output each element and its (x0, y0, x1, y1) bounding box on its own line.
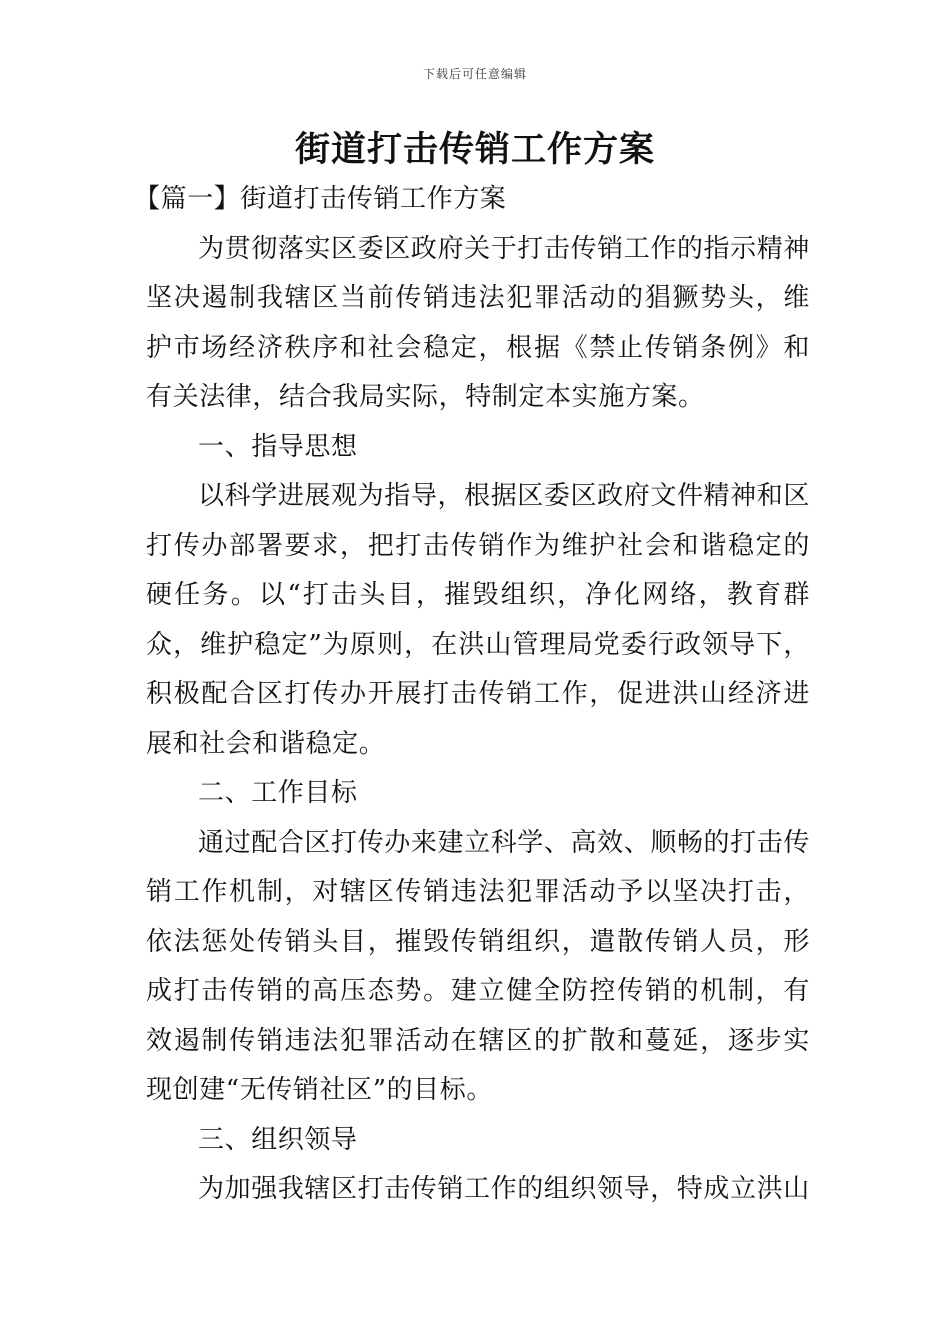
heading-guiding-ideology: 一、指导思想 (198, 431, 358, 462)
heading-work-goals: 二、工作目标 (198, 778, 358, 808)
paragraph-intro: 为贯彻落实区委区政府关于打击传销工作的指示精神坚决遏制我辖区当前传销违法犯罪活动的猖獗势头，维护市场经济秩序和社会稳定，根据《禁止传销条例》和有关法律，结合我局实际，特制定本实施方案。 (146, 233, 810, 412)
paragraph-work-goals: 通过配合区打传办来建立科学、高效、顺畅的打击传销工作机制，对辖区传销违法犯罪活动予以坚决打击，依法惩处传销头目，摧毁传销组织，遣散传销人员，形成打击传销的高压态势。建立健全防控传销的机制，有效遏制传销违法犯罪活动在辖区的扩散和蔓延，逐步实现创建“无传销社区”的目标。 (146, 827, 810, 1105)
document-body (134, 175, 810, 1215)
document-title: 街道打击传销工作方案 (294, 129, 655, 170)
section-heading: 【篇一】街道打击传销工作方案 (134, 184, 507, 214)
heading-organization-leadership: 三、组织领导 (198, 1124, 358, 1155)
paragraph-organization-leadership: 为加强我辖区打击传销工作的组织领导，特成立洪山 (198, 1174, 810, 1204)
paragraph-guiding-ideology: 以科学进展观为指导，根据区委区政府文件精神和区打传办部署要求，把打击传销作为维护社会和谐稳定的硬任务。以“打击头目，摧毁组织，净化网络，教育群众，维护稳定”为原则，在洪山管理局党委行政领导下，积极配合区打传办开展打击传销工作，促进洪山经济进展和社会和谐稳定。 (146, 481, 810, 759)
header-note: 下载后可任意编辑 (422, 67, 527, 81)
